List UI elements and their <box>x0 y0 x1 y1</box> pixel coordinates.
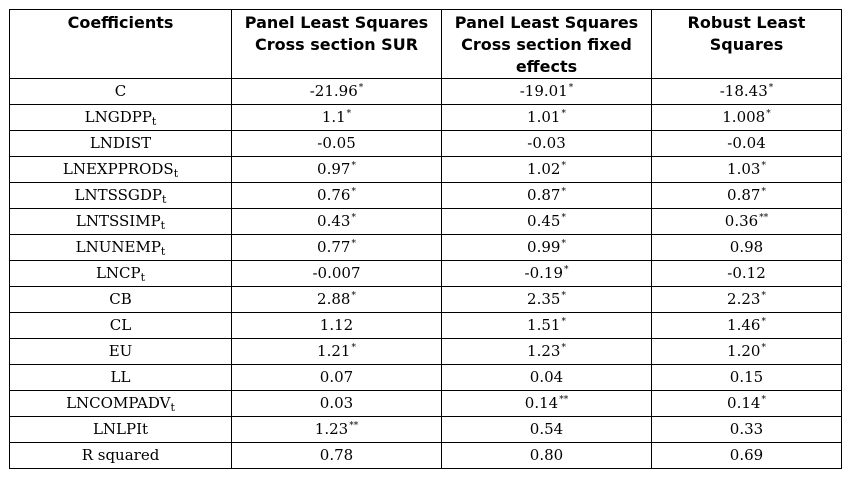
coefficient-value: 0.03 <box>319 394 354 412</box>
coefficient-value-cell <box>442 365 652 391</box>
coefficient-name: LNTSSIMP <box>75 212 161 230</box>
coefficient-value: 2.35 <box>527 290 561 308</box>
significance-marker: * <box>766 109 771 119</box>
table-row <box>10 339 842 365</box>
table-row <box>10 391 842 417</box>
coefficient-name-cell <box>10 365 232 391</box>
significance-marker: * <box>761 291 766 301</box>
coefficient-name: LNDIST <box>89 134 152 152</box>
coefficient-value: 0.33 <box>729 420 764 438</box>
coefficient-value-cell <box>652 209 842 235</box>
coefficient-value: 1.21 <box>317 342 351 360</box>
coefficient-value-cell <box>442 417 652 443</box>
coefficient-value-cell <box>652 131 842 157</box>
coefficient-value-cell <box>442 105 652 131</box>
coefficient-value-cell <box>652 105 842 131</box>
coefficient-value: -0.03 <box>527 134 566 152</box>
coefficient-value: 0.45 <box>527 212 561 230</box>
coefficient-value-cell <box>442 131 652 157</box>
significance-marker: * <box>351 239 356 249</box>
significance-marker: * <box>768 83 774 93</box>
coefficient-name: LNLPIt <box>92 420 149 438</box>
coefficient-value-cell <box>652 417 842 443</box>
coefficient-value-cell <box>442 443 652 469</box>
significance-marker: ** <box>759 213 769 223</box>
significance-marker: * <box>561 109 566 119</box>
coefficient-value: -18.43 <box>719 82 768 100</box>
table-row <box>10 287 842 313</box>
coefficient-value-cell <box>232 209 442 235</box>
time-subscript: t <box>173 167 179 180</box>
coefficient-name: LNTSSGDP <box>74 186 163 204</box>
coefficient-value-cell <box>232 287 442 313</box>
coefficient-value-cell <box>652 313 842 339</box>
coefficient-value: 0.69 <box>729 446 764 464</box>
coefficient-name-cell <box>10 157 232 183</box>
coefficient-value: 1.1 <box>321 108 346 126</box>
time-subscript: t <box>140 271 146 284</box>
coefficient-name: LNUNEMP <box>75 238 161 256</box>
coefficient-name: C <box>114 82 127 100</box>
significance-marker: * <box>358 83 364 93</box>
coefficient-value: 0.07 <box>319 368 354 386</box>
coefficient-value: 1.12 <box>319 316 354 334</box>
coefficient-value: -0.04 <box>727 134 766 152</box>
table-row <box>10 105 842 131</box>
coefficient-value-cell <box>232 261 442 287</box>
coefficient-name: EU <box>108 342 133 360</box>
significance-marker: * <box>761 395 766 405</box>
coefficient-value: 1.03 <box>727 160 761 178</box>
significance-marker: * <box>351 161 356 171</box>
table-row <box>10 131 842 157</box>
coefficient-value-cell <box>232 391 442 417</box>
significance-marker: * <box>563 265 569 275</box>
coefficient-value-cell <box>652 287 842 313</box>
coefficient-value-cell <box>652 157 842 183</box>
coefficient-name: CL <box>109 316 132 334</box>
coefficient-name-cell <box>10 183 232 209</box>
coefficient-value: 0.76 <box>317 186 351 204</box>
coefficient-name: LNCOMPADV <box>66 394 171 412</box>
coefficient-value: 0.78 <box>319 446 354 464</box>
coefficient-value-cell <box>442 261 652 287</box>
coefficient-value-cell <box>652 183 842 209</box>
coefficient-value-cell <box>232 365 442 391</box>
table-row <box>10 261 842 287</box>
coefficient-value: 0.97 <box>317 160 351 178</box>
coefficient-value: 2.23 <box>727 290 761 308</box>
coefficient-value: 1.46 <box>727 316 761 334</box>
coefficient-value: 0.87 <box>727 186 761 204</box>
significance-marker: ** <box>349 421 359 431</box>
coefficient-value: 1.01 <box>527 108 561 126</box>
coefficient-value: -0.05 <box>317 134 356 152</box>
coefficient-name-cell <box>10 339 232 365</box>
table-body <box>10 79 842 469</box>
coefficient-value: 0.36 <box>724 212 759 230</box>
coefficient-value-cell <box>232 183 442 209</box>
coefficient-value-cell <box>442 157 652 183</box>
coefficient-value-cell <box>652 443 842 469</box>
coefficient-name-cell <box>10 417 232 443</box>
significance-marker: * <box>761 343 766 353</box>
coefficient-value: -0.12 <box>727 264 766 282</box>
coefficient-value-cell <box>442 183 652 209</box>
coefficient-value: 0.04 <box>529 368 564 386</box>
coefficient-value-cell <box>442 79 652 105</box>
coefficient-value: 1.23 <box>314 420 349 438</box>
coefficient-value: 1.51 <box>527 316 561 334</box>
time-subscript: t <box>151 115 157 128</box>
table-row <box>10 79 842 105</box>
coefficient-name-cell <box>10 235 232 261</box>
coefficient-value: 0.99 <box>527 238 561 256</box>
coefficient-value-cell <box>232 235 442 261</box>
coefficient-value-cell <box>232 417 442 443</box>
header-pls-sur: Panel Least Squares Cross section SUR <box>232 10 442 79</box>
significance-marker: * <box>568 83 574 93</box>
header-robust-least-squares: Robust Least Squares <box>652 10 842 79</box>
significance-marker: * <box>761 187 766 197</box>
table-row <box>10 209 842 235</box>
coefficient-value-cell <box>232 313 442 339</box>
coefficient-value: 1.23 <box>527 342 561 360</box>
coefficient-value: 2.88 <box>317 290 351 308</box>
significance-marker: * <box>561 317 566 327</box>
time-subscript: t <box>162 193 167 206</box>
coefficient-value-cell <box>652 391 842 417</box>
coefficient-value-cell <box>652 365 842 391</box>
coefficient-value-cell <box>442 339 652 365</box>
coefficient-value-cell <box>232 157 442 183</box>
coefficient-value-cell <box>442 235 652 261</box>
table-row <box>10 157 842 183</box>
table-row <box>10 235 842 261</box>
significance-marker: * <box>351 213 356 223</box>
significance-marker: * <box>561 161 566 171</box>
coefficient-name-cell <box>10 313 232 339</box>
coefficients-table <box>9 9 842 469</box>
coefficient-value: 0.98 <box>729 238 764 256</box>
coefficient-value: -0.19 <box>524 264 563 282</box>
header-coefficients: Coefficients <box>10 10 232 79</box>
coefficient-name: R squared <box>81 446 160 464</box>
coefficient-value: 0.77 <box>317 238 351 256</box>
coefficient-name: CB <box>109 290 132 308</box>
time-subscript: t <box>160 245 166 258</box>
header-pls-fixed-effects: Panel Least Squares Cross section fixed effects <box>442 10 652 79</box>
coefficient-value: -19.01 <box>519 82 568 100</box>
table-row <box>10 417 842 443</box>
coefficient-value: 1.008 <box>722 108 766 126</box>
significance-marker: * <box>561 213 566 223</box>
header-row <box>10 10 842 79</box>
significance-marker: ** <box>559 395 569 405</box>
coefficient-value-cell <box>652 261 842 287</box>
coefficient-value-cell <box>652 235 842 261</box>
table-row <box>10 183 842 209</box>
coefficient-name-cell <box>10 261 232 287</box>
coefficient-name: LL <box>110 368 131 386</box>
coefficient-value-cell <box>232 339 442 365</box>
coefficient-value: 0.80 <box>529 446 564 464</box>
coefficient-value-cell <box>232 131 442 157</box>
coefficient-name-cell <box>10 105 232 131</box>
coefficient-value: -21.96 <box>309 82 358 100</box>
table-row <box>10 443 842 469</box>
coefficient-value-cell <box>442 209 652 235</box>
time-subscript: t <box>170 401 175 414</box>
significance-marker: * <box>351 291 356 301</box>
coefficient-value-cell <box>232 105 442 131</box>
significance-marker: * <box>561 187 566 197</box>
coefficient-value: -0.007 <box>312 264 361 282</box>
coefficient-value: 0.43 <box>317 212 351 230</box>
coefficient-value: 1.02 <box>527 160 561 178</box>
coefficient-name-cell <box>10 79 232 105</box>
coefficient-name: LNGDPP <box>84 108 152 126</box>
coefficient-name-cell <box>10 443 232 469</box>
significance-marker: * <box>561 291 566 301</box>
coefficient-name: LNEXPPRODS <box>62 160 174 178</box>
coefficient-value: 1.20 <box>727 342 761 360</box>
coefficient-value: 0.54 <box>529 420 564 438</box>
coefficient-value: 0.14 <box>727 394 761 412</box>
significance-marker: * <box>351 187 356 197</box>
table-row <box>10 365 842 391</box>
coefficient-name-cell <box>10 287 232 313</box>
significance-marker: * <box>761 161 766 171</box>
coefficient-value: 0.14 <box>524 394 559 412</box>
significance-marker: * <box>561 239 566 249</box>
significance-marker: * <box>561 343 566 353</box>
coefficient-name: LNCP <box>95 264 141 282</box>
coefficient-value: 0.87 <box>527 186 561 204</box>
coefficient-value-cell <box>442 287 652 313</box>
coefficient-value-cell <box>652 339 842 365</box>
coefficient-value-cell <box>652 79 842 105</box>
time-subscript: t <box>160 219 166 232</box>
coefficient-value-cell <box>232 443 442 469</box>
significance-marker: * <box>761 317 766 327</box>
coefficient-name-cell <box>10 131 232 157</box>
coefficient-value-cell <box>442 313 652 339</box>
table-row <box>10 313 842 339</box>
coefficient-value-cell <box>442 391 652 417</box>
significance-marker: * <box>351 343 356 353</box>
coefficient-value-cell <box>232 79 442 105</box>
coefficient-value: 0.15 <box>729 368 764 386</box>
coefficient-name-cell <box>10 209 232 235</box>
significance-marker: * <box>346 109 352 119</box>
coefficient-name-cell <box>10 391 232 417</box>
